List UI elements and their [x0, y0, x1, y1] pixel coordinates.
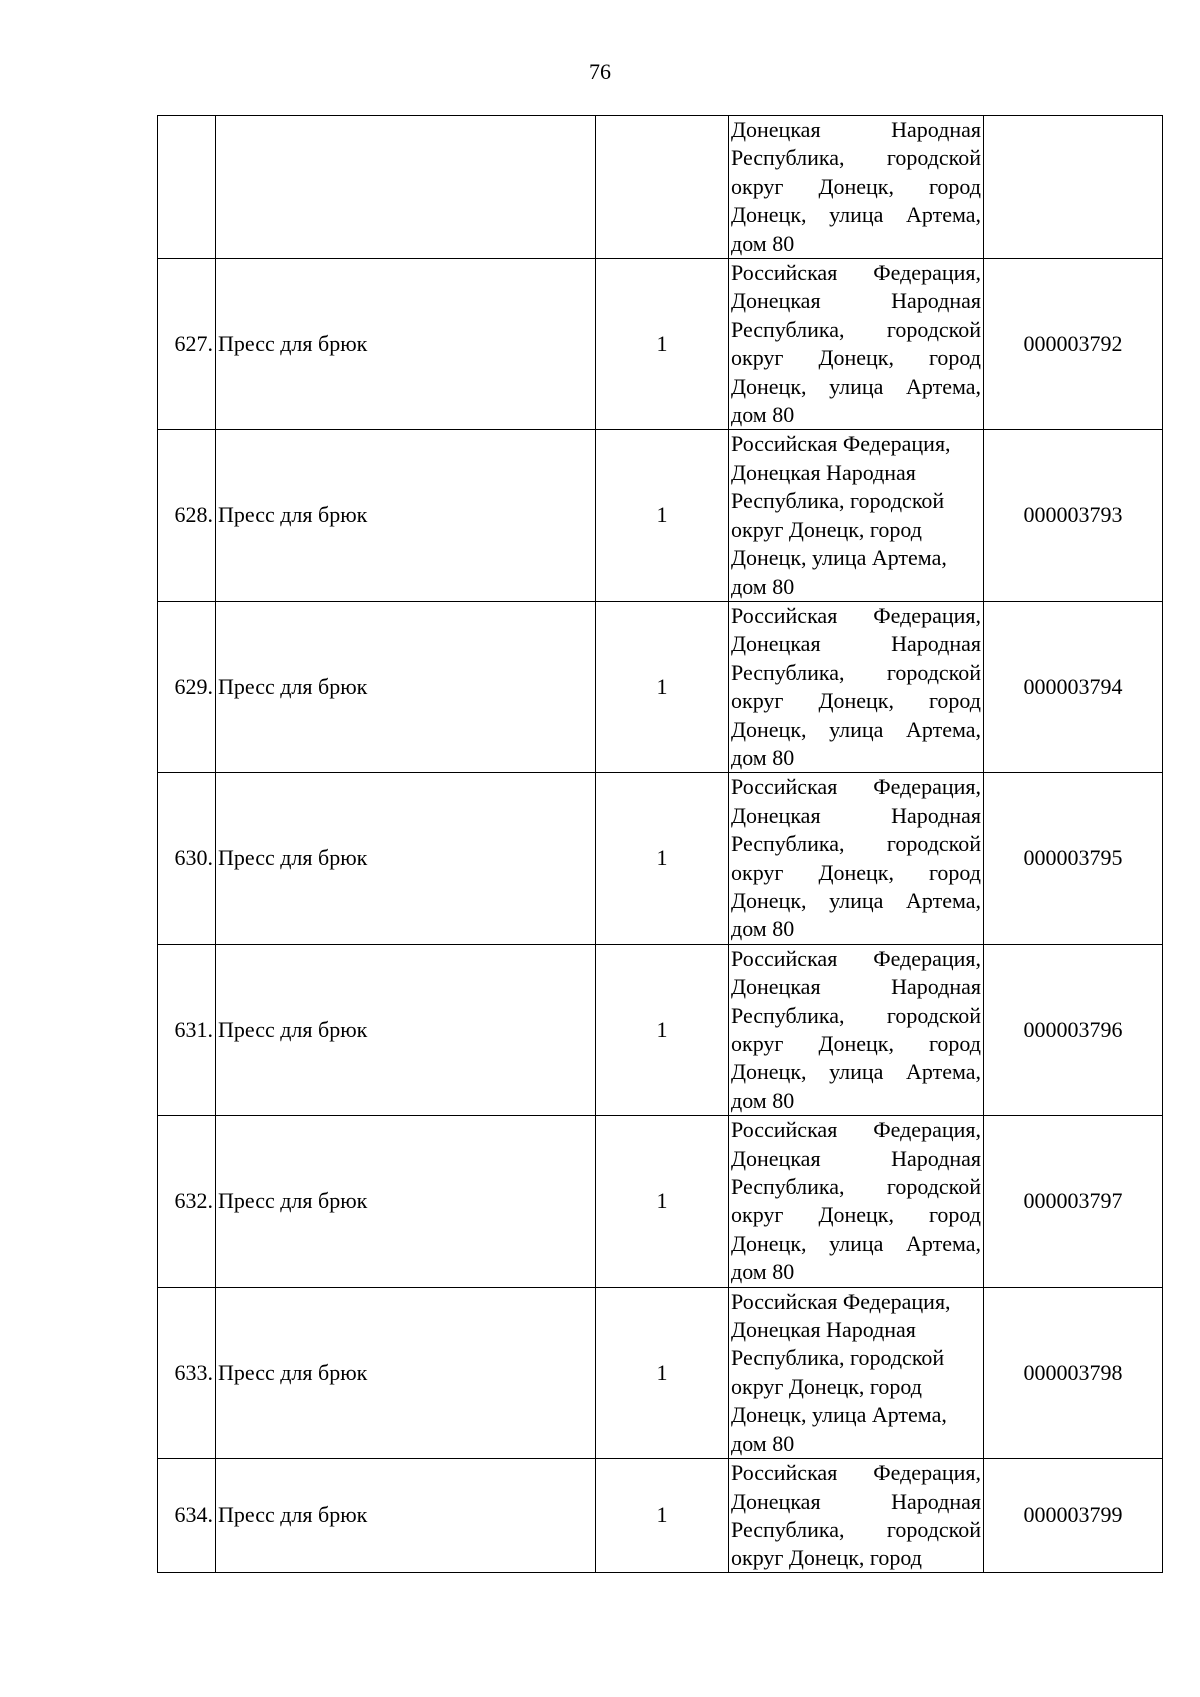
inventory-number: 000003793 [984, 430, 1163, 601]
item-address-cell [729, 601, 984, 772]
inventory-number: 000003797 [984, 1116, 1163, 1287]
item-quantity: 1 [596, 601, 729, 772]
item-address-cell [729, 944, 984, 1115]
inventory-number: 000003794 [984, 601, 1163, 772]
item-quantity [596, 116, 729, 259]
row-number [158, 116, 216, 259]
item-name: Пресс для брюк [216, 1116, 596, 1287]
item-address: Донецкая Народная Республика, городской округ Донецк, город Донецк, улица Артема, дом 80 [731, 117, 981, 256]
table-row [158, 1116, 1163, 1287]
item-address-cell [729, 1116, 984, 1287]
row-number: 630. [158, 773, 216, 944]
inventory-number: 000003798 [984, 1287, 1163, 1458]
item-address: Российская Федерация, Донецкая Народная Республика, городской округ Донецк, город [731, 1460, 981, 1571]
row-number: 634. [158, 1459, 216, 1573]
inventory-number: 000003792 [984, 259, 1163, 430]
item-name [216, 116, 596, 259]
table-row [158, 1287, 1163, 1458]
inventory-number [984, 116, 1163, 259]
table-row [158, 1459, 1163, 1573]
row-number: 632. [158, 1116, 216, 1287]
item-address: Российская Федерация, Донецкая Народная Республика, городской округ Донецк, город Донецк, улица Артема, дом 80 [731, 945, 981, 1113]
item-quantity: 1 [596, 430, 729, 601]
row-number: 633. [158, 1287, 216, 1458]
row-number: 631. [158, 944, 216, 1115]
item-address-cell [729, 430, 984, 601]
row-number: 627. [158, 259, 216, 430]
table-row [158, 430, 1163, 601]
table-row [158, 116, 1163, 259]
item-quantity: 1 [596, 773, 729, 944]
table-row [158, 601, 1163, 772]
inventory-number: 000003795 [984, 773, 1163, 944]
item-address: Российская Федерация, Донецкая Народная Республика, городской округ Донецк, город Донецк, улица Артема, дом 80 [731, 602, 981, 770]
item-name: Пресс для брюк [216, 1459, 596, 1573]
item-address: Российская Федерация, Донецкая Народная Республика, городской округ Донецк, город Донецк, улица Артема, дом 80 [731, 1117, 981, 1285]
inventory-number: 000003799 [984, 1459, 1163, 1573]
item-address: Российская Федерация, Донецкая Народная Республика, городской округ Донецк, город Донецк, улица Артема, дом 80 [731, 1288, 951, 1456]
table-row [158, 773, 1163, 944]
item-address: Российская Федерация, Донецкая Народная Республика, городской округ Донецк, город Донецк, улица Артема, дом 80 [731, 260, 981, 428]
item-address-cell [729, 259, 984, 430]
row-number: 629. [158, 601, 216, 772]
item-address-cell [729, 116, 984, 259]
item-quantity: 1 [596, 259, 729, 430]
item-address-cell [729, 773, 984, 944]
item-quantity: 1 [596, 1287, 729, 1458]
item-address-cell [729, 1459, 984, 1573]
item-name: Пресс для брюк [216, 773, 596, 944]
item-name: Пресс для брюк [216, 944, 596, 1115]
table-row [158, 259, 1163, 430]
table-row [158, 944, 1163, 1115]
item-name: Пресс для брюк [216, 259, 596, 430]
item-name: Пресс для брюк [216, 1287, 596, 1458]
item-quantity: 1 [596, 1459, 729, 1573]
item-quantity: 1 [596, 944, 729, 1115]
item-address: Российская Федерация, Донецкая Народная Республика, городской округ Донецк, город Донецк, улица Артема, дом 80 [731, 431, 951, 599]
item-address: Российская Федерация, Донецкая Народная Республика, городской округ Донецк, город Донецк, улица Артема, дом 80 [731, 774, 981, 942]
item-name: Пресс для брюк [216, 430, 596, 601]
item-name: Пресс для брюк [216, 601, 596, 772]
item-quantity: 1 [596, 1116, 729, 1287]
item-address-cell [729, 1287, 984, 1458]
row-number: 628. [158, 430, 216, 601]
page-number: 76 [589, 59, 611, 84]
inventory-table [157, 115, 1163, 1573]
inventory-number: 000003796 [984, 944, 1163, 1115]
